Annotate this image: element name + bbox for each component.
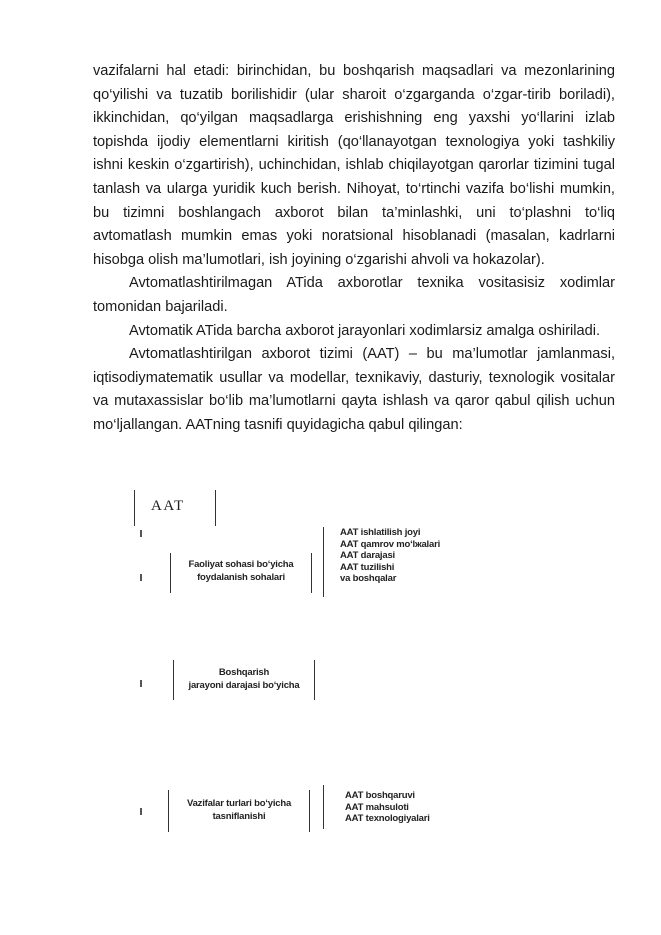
list-faoliyat-item-3: AAT darajasi [340,550,395,561]
connector-2 [323,785,324,829]
list-faoliyat-item-1: AAT ishlatilish joyi [340,527,421,538]
box-faoliyat-line-2: foydalanish sohalari [197,572,285,583]
tick-4 [140,808,142,815]
paragraph-4: Avtomatlashtirilgan axborot tizimi (AAT) – bu ma’lumotlar jamlanmasi, iqtisodiymatematik usullar va modellar, texnikaviy, dasturiy, texnologik vositalar va mutaxassislar bo‘lib ma’lumotlarni qayta ishlash va qaror qabul qilish uchun mo‘ljallangan. AATning tasnifi quyidagicha qabul qilingan: [93,346,615,433]
connector-1 [323,527,324,597]
box-boshqarish-line-2: jarayoni darajasi bo‘yicha [188,680,300,691]
box-vazifalar [168,790,310,832]
box-boshqarish-line-1: Boshqarish [218,667,270,678]
paragraph-3: Avtomatik ATida barcha axborot jarayonlari xodimlarsiz amalga oshiriladi. [129,322,600,339]
box-vazifalar-line-1: Vazifalar turlari bo‘yicha [186,798,292,809]
list-faoliyat-item-4: AAT tuzilishi [340,561,395,573]
paragraph-1: vazifalarni hal etadi: birinchidan, bu boshqarish maqsadlari va mezonlarining qo‘yilishi va tuzatib borilishidir (ular sharoit o‘zgarganda o‘zgar-tirib boriladi), ikkinchidan, qo‘yilgan maqsadlarga erishishning eng yaxshi yo‘llarini izlab topishda ijodiy elementlarni kiritish (qo‘llanayotgan texnologiya yoki tashkiliy ishni keskin o‘zgartirish), uchinchidan, ishlab chiqilayotgan qarorlar tizimini tugal tanlash va ularga yuridik kuch berish. Nihoyat, to‘rtinchi vazifa bo‘lishi mumkin, bu tizimni boshlangach axborot bilan ta’minlashki, uni to‘plashni to‘liq avtomatlash mumkin emas yoki noratsional hisoblanadi (masalan, kadrlarni hisobga olish ma’lumotlari, ish joyining o‘zgarishi ahvoli va hokazolar). [93,63,615,268]
list-faoliyat [340,527,440,585]
list-vazifalar-item-2: AAT mahsuloti [345,801,409,813]
list-faoliyat-item-2: AAT qamrov mo‘lжalari [340,538,441,550]
paragraph-2: Avtomatlashtirilmagan ATida axborotlar texnika vositasisiz xodimlar tomonidan bajariladi. [93,275,615,315]
box-boshqarish [173,660,315,700]
box-faoliyat-line-1: Faoliyat sohasi bo‘yicha [188,559,294,570]
box-vazifalar-line-2: tasniflanishi [212,811,266,822]
list-vazifalar-item-3: AAT texnologiyalari [345,813,430,824]
list-vazifalar [345,790,430,825]
title-label: AAT [151,498,185,514]
tick-3 [140,680,142,687]
list-vazifalar-item-1: AAT boshqaruvi [345,790,415,801]
list-faoliyat-item-5: va boshqalar [340,573,397,584]
title-box [134,490,216,526]
tick-1 [140,530,142,537]
box-faoliyat [170,553,312,593]
tick-2 [140,574,142,581]
